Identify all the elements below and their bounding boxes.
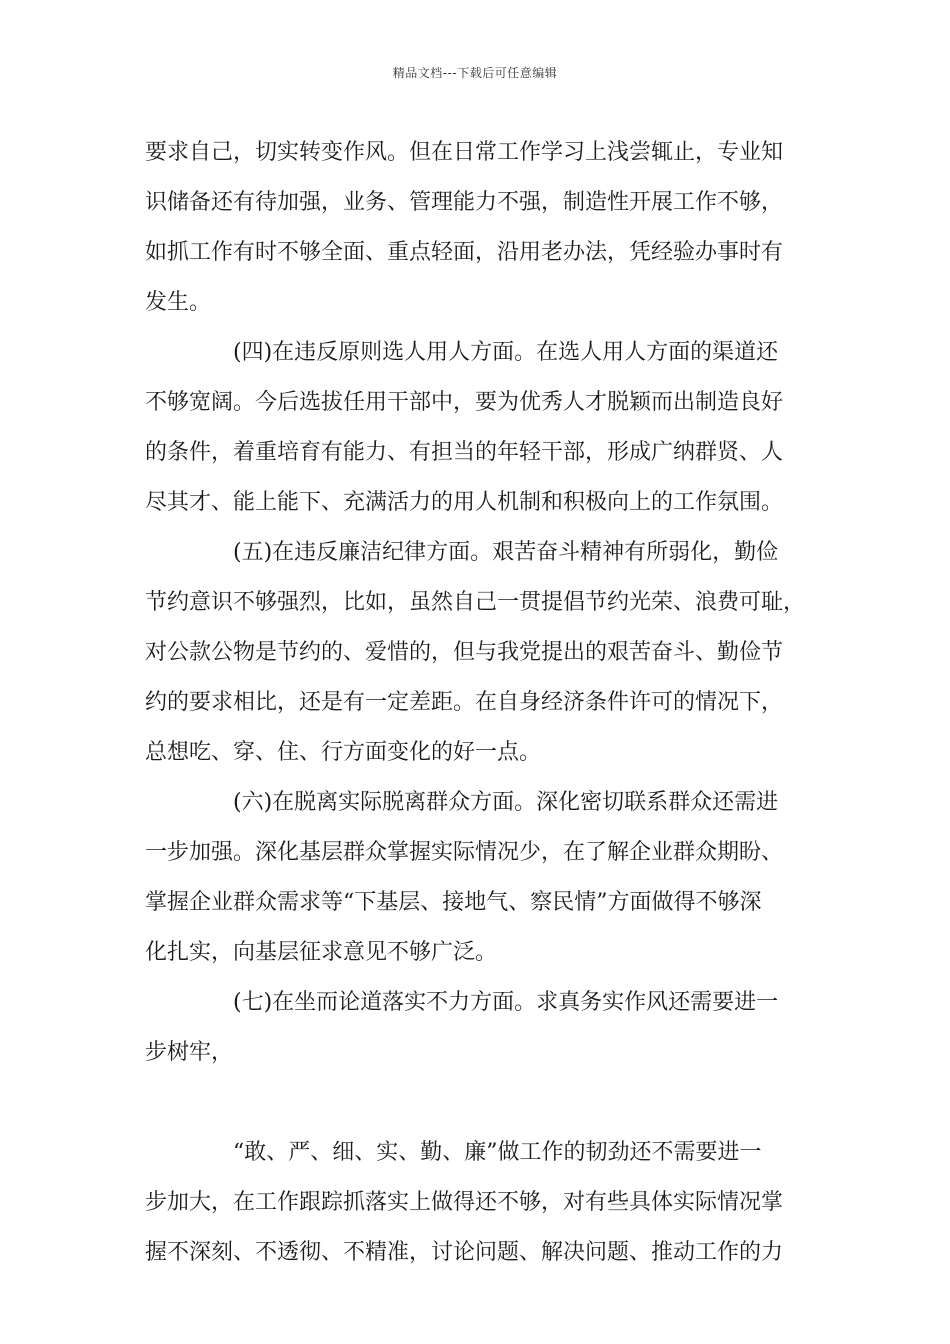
paragraph-gap (145, 1078, 817, 1128)
text-line: 要求自己，切实转变作风。但在日常工作学习上浅尝辄止，专业知 (145, 140, 784, 165)
text-line: 握不深刻、不透彻、不精准，讨论问题、解决问题、推动工作的力 (145, 1240, 784, 1265)
text-line: 掌握企业群众需求等“下基层、接地气、察民情”方面做得不够深 (145, 890, 762, 915)
text-line: 对公款公物是节约的、爱惜的，但与我党提出的艰苦奋斗、勤俭节 (145, 640, 784, 665)
section-six-heading-line: (六)在脱离实际脱离群众方面。深化密切联系群众还需进 (233, 790, 779, 815)
text-line: 约的要求相比，还是有一定差距。在自身经济条件许可的情况下， (145, 690, 784, 715)
text-line: “敢、严、细、实、勤、廉”做工作的韧劲还不需要进一 (233, 1140, 762, 1165)
text-line: 步加大，在工作跟踪抓落实上做得还不够，对有些具体实际情况掌 (145, 1190, 784, 1215)
page-header: 精品文档---下载后可任意编辑 (392, 66, 558, 80)
section-seven-heading-line: (七)在坐而论道落实不力方面。求真务实作风还需要进一 (233, 990, 779, 1015)
text-line: 化扎实，向基层征求意见不够广泛。 (145, 940, 498, 965)
text-line: 如抓工作有时不够全面、重点轻面，沿用老办法，凭经验办事时有 (145, 240, 784, 265)
section-five-heading-line: (五)在违反廉洁纪律方面。艰苦奋斗精神有所弱化，勤俭 (233, 540, 779, 565)
text-line: 的条件，着重培育有能力、有担当的年轻干部，形成广纳群贤、人 (145, 440, 784, 465)
text-line: 一步加强。深化基层群众掌握实际情况少，在了解企业群众期盼、 (145, 840, 784, 865)
text-line: 总想吃、穿、住、行方面变化的好一点。 (145, 740, 542, 765)
text-line: 节约意识不够强烈，比如，虽然自己一贯提倡节约光荣、浪费可耻， (145, 590, 806, 615)
text-line: 尽其才、能上能下、充满活力的用人机制和积极向上的工作氛围。 (145, 490, 784, 515)
document-body (145, 128, 817, 1278)
text-line: 发生。 (145, 290, 212, 315)
text-line: 识储备还有待加强，业务、管理能力不强，制造性开展工作不够， (145, 190, 784, 215)
section-four-heading-line: (四)在违反原则选人用人方面。在选人用人方面的渠道还 (233, 340, 779, 365)
text-line: 不够宽阔。今后选拔任用干部中，要为优秀人才脱颖而出制造良好 (145, 390, 784, 415)
text-line: 步树牢， (145, 1040, 234, 1065)
